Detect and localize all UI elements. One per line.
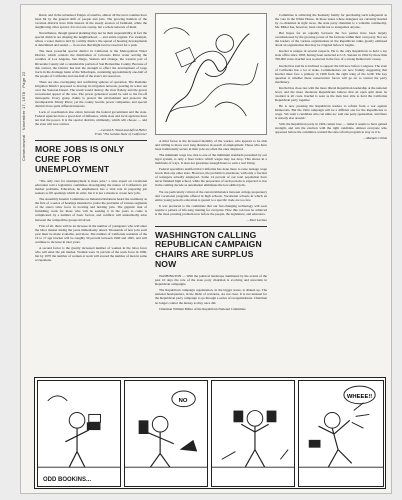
paragraph: But hopes for an equality between the two parties have been largely overshadowed by the growing power of the factions within their own party. Nor are the leaders of the various organizations in the Republican ranks greatly enthused about an organization that may be crippled before it begins. <box>275 31 387 48</box>
byline: —Paul Lavizzo <box>246 217 267 222</box>
paragraph: Kuchel has said he is inclined to support the bill now before Congress. The state of California has a lot at stake. Commentators are now frankly suggesting that Kuchel must face a primary in 1968 from the right wing of the GOP. The key question is whether these conservative forces will go on to control the party machinery. <box>275 63 387 84</box>
paragraph: The most powerful special district in California is the Metropolitan Water District, which controls the distribution of Colorado River water serving the counties of Los Angeles, San Diego, Ventura and Orange, the western part of Riverside County and a considerable portion of San Bernardino County. Because of this control, the District has had the strength to effect the development of large tracts in the drainage basin of the Tehachapis, containing approximately one-half of the people of California and one-half of the state's tax resources. <box>35 49 147 78</box>
paragraph: Nevertheless, though general planning may not be their responsibility, in fact the special districts are shaping the neighborhood — and entire regions. For example, where a water main is laid by a utility district, the spread of housing developments is determined and sealed — in an area that might best be reserved for a park. <box>35 31 147 48</box>
paragraph: Committee is achieving the Kennedy family for purchasing such safeguards as the vote in the White House. In those states where delegates are currently headed by co-chairmen in tight races, the state party chairman is a valuable commodity. Mr. Miller has, however, been careful not to antagonize anyone. <box>275 13 387 30</box>
paragraph: There are also overlapping and conflicting spheres of operation. The Romanio Irrigation District proposed to develop its irrigation network, pouring its water out over the Sonoran Desert. The result would destroy the river fishery and the gravel recreational appeal of the area. The power generated would be sold to the far-off metropolis. Every group claims to protect the environment and preserve the incomparable Trinity River; yet the county boards, power companies, and special districts have quite different interests. <box>35 79 147 108</box>
byline: —Marquis Childs <box>363 136 387 141</box>
divider <box>35 140 147 141</box>
speech-bubble-text: NO <box>178 397 188 404</box>
speech-bubble-text: WHEEE!! <box>346 393 373 400</box>
byline-source: From "The Golden State of California" <box>94 132 147 137</box>
comic-panel-3-drawing <box>212 381 294 486</box>
paragraph: A second factor is the greatly increased number of women in the labor force who will enter the job market. Women were 31 percent of the work force in 1960, but by 1970 the number of women at work will exceed the number of men in some occupations. <box>35 245 147 262</box>
comic-panel-1 <box>37 380 121 487</box>
illustration-drawing <box>156 14 266 134</box>
page-header <box>21 11 31 161</box>
paragraph: "The only cure for unemployment is more jobs," a state expert on vocational education told a legislative committee investigating the nature of California's job market problems. Education, he emphasized, has a vital role in preparing job seekers to fill openings which do exist, but it is not a means to create new jobs. <box>35 179 147 196</box>
paragraph: First of all, there will be an increase in the number of youngsters who will enter the labor market during the years immediately ahead. Thousands of new jobs each year must be made available, and more. The number of California residents of the 16 to 17 age bracket will be roughly 50 percent between 1960 and 1965, and will continue to increase in later years. <box>35 223 147 244</box>
comic-caption: ODD BOOKINS... <box>43 477 92 483</box>
paragraph: Still, the Republican party in 1964 cannot lose — rather it seems to have gained strength, and win the election with the right candidate. Almost everyone who appeared before the committee wanted the state reform program to stay as it is. <box>275 122 387 135</box>
comic-strip <box>34 377 386 489</box>
paragraph: We are particularly critical of the current imbalance between college preparatory and vocational programs offered in high schools. Vocational schools in which an entire young person's education is geared to a specific trade are too few. <box>155 189 267 202</box>
comic-panel-2-drawing <box>125 381 207 486</box>
paragraph: Kuchel is unique in several respects. He is the only Republican to hold a top state office since 1958, having been reelected as U.S. Senator in 1962 by more than 700,000 votes. Kuchel was re-elected in the face of a strong Democratic sweep. <box>275 49 387 62</box>
comic-panel-1-drawing <box>38 381 120 486</box>
column-left <box>35 13 147 264</box>
paragraph: Rural, and in the urbanized fringes of exurbia, almost all the rural counties have been hit by the general shift of people and jobs. The growing hamlets of the vacation districts have little interest in the steady erosion of farmland, while the neighboring cities sprawl. It is not one county, but a whole network of them. <box>35 13 147 30</box>
comic-panel-2 <box>124 380 208 487</box>
magazine-page <box>20 4 392 494</box>
paragraph: WASHINGTON — With the political landscape dominated by the events of the past 10 days the role of the state party chairman is evolving and uncertain in Republican campaigns. <box>155 274 267 287</box>
paragraph: Chairman William Miller of the Republican National Committee <box>159 306 246 311</box>
paragraph: The Republican campaign organization, in the bigger states, is shaken up. The national headquarters, in the midst of revisions, are not clear. It is not unusual for the Republican party campaign to go through a series of reorganizations. Chairmen no longer control the money as they once did. <box>155 288 267 305</box>
paragraph: Lack of coordination also exists between the federal government and the state. Federal agencies have a good deal of influence, while state and local agencies have not had the power. It is the special districts, ultimately, which will choose — and the state will lose control. <box>35 110 147 127</box>
byline-name: —Gerald E. Wood and Alfred Heller <box>98 128 147 133</box>
paragraph: The Assembly Interim Committee on Industrial Relations heard the testimony as the first of a series of hearings intended to probe the problems of various segments of the state's labor force in locating and holding jobs. The gigantic task of furnishing work for those who will be seeking it in the years to come is complicated by a number of basic factors, and conflicts will undoubtedly arise between the competitive groups involved. <box>35 197 147 222</box>
column-middle <box>155 139 267 313</box>
byline <box>35 128 147 136</box>
comic-panel-4-drawing <box>299 381 383 486</box>
paragraph: A third factor is the increased mobility of the worker, who appears to be able and willing to move over long distances in search of employment. Those who have been traditionally secure in their jobs are often the ones displaced. <box>155 139 267 152</box>
comic-panel-3 <box>211 380 295 487</box>
illustration <box>155 13 267 135</box>
comic-panel-4 <box>298 380 384 487</box>
column-right <box>275 13 387 143</box>
page-header-text: Commonweal · November 17, 1978 · Page 22 <box>21 71 26 161</box>
article-headline-jobs: MORE JOBS IS ONLY CURE FOR UNEMPLOYMENT <box>35 144 125 174</box>
paragraph: It was produced to the committee that our fast-changing technology will soon require a pattern of life-long training for everyone. How this can best be achieved is the most pressing problem now before the people, the legislature, and educators. <box>155 203 267 216</box>
divider <box>155 226 267 227</box>
paragraph: Kuchel has close ties with the more liberal Republican leadership at the national level, and the more moderate Republicans believe that an open split must be avoided at all costs. Kuchel is seen as the man best able to hold the California Republican party together. <box>275 85 387 102</box>
paragraph: He is now pressing the Republican leaders to refrain from a war against Democrats. But the 1964 campaign will be a difficult one for the Republicans to wage. 'We want a candidate who can unite us,' said one party spokesman, 'and there is nobody else around.' <box>275 103 387 121</box>
article-headline-washington: WASHINGTON CALLING REPUBLICAN CAMPAIGN CHAIRS ARE SURPLUS NOW <box>155 229 262 269</box>
paragraph: The minimum wage law, that is one of the minimum standards presented by our legal system, is only a floor below which wages may not drop. This shows in a multitude of ways. It does not guarantee enough hours to earn a real living. <box>155 153 267 166</box>
paragraph: Federal specialists testified that California has done more to raise teenage wage levels than any other state. However, the problem is enormous, with only a fraction of teenagers actually employed. Some 14 percent of our total population have never finished high school, while the proportion of such persons is expected to rise in the coming decade as automation eliminates the low-skilled jobs. <box>155 167 267 188</box>
